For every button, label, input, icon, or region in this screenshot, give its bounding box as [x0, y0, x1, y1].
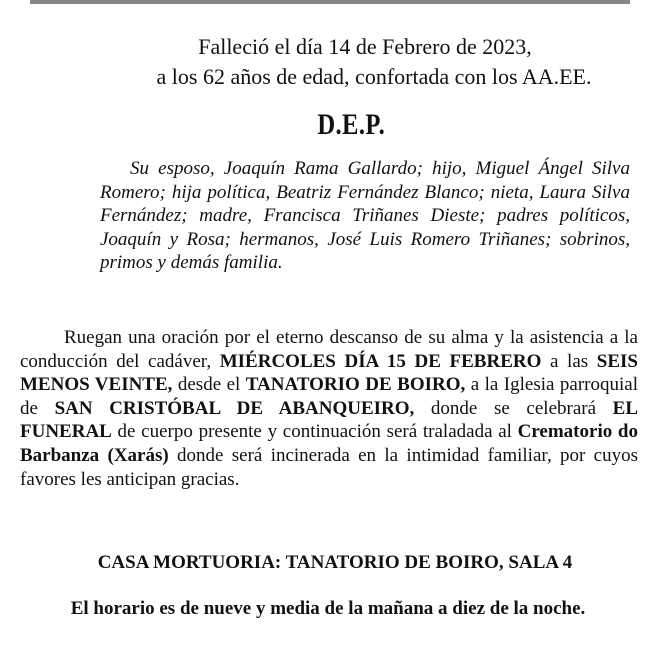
request-text-2: a las — [541, 350, 597, 372]
request-church: SAN CRISTÓBAL DE ABANQUEIRO, — [54, 397, 415, 419]
funeral-request-paragraph — [20, 326, 638, 491]
request-text-4: a la Iglesia parroquial de — [20, 374, 638, 419]
dep-heading: D.E.P. — [317, 108, 386, 141]
family-list: Su esposo, Joaquín Rama Gallardo; hijo, Miguel Ángel Silva Romero; hija política, Beatriz Fernández Blanco; nieta, Laura Silva Fernández; madre, Francisca Triñanes Dieste; padres políticos, Joaquín y Rosa; hermanos, José Luis Romero Triñanes; sobrinos, primos y demás familia. — [100, 158, 630, 274]
death-date-line: Falleció el día 14 de Febrero de 2023, — [198, 34, 532, 59]
request-origin: TANATORIO DE BOIRO, — [245, 374, 466, 396]
request-text-7: donde será incinerada en la intimidad familiar, por cuyos favores les anticipan gracias. — [20, 444, 638, 490]
casa-mortuoria: CASA MORTUORIA: TANATORIO DE BOIRO, SALA 4 — [97, 552, 573, 573]
age-line: a los 62 años de edad, confortada con los AA.EE. — [156, 64, 592, 89]
request-text-3: desde el — [172, 374, 246, 396]
request-time: SEIS MENOS VEINTE, — [20, 350, 638, 396]
top-divider — [30, 0, 630, 4]
request-text-1: Ruegan una oración por el eterno descanso de su alma y la asistencia a la conducción del cadáver, — [20, 327, 638, 372]
request-date: MIÉRCOLES DÍA 15 DE FEBRERO — [219, 350, 542, 372]
request-crematorium: Crematorio do Barbanza (Xarás) — [20, 421, 638, 466]
request-text-5: donde se celebrará — [414, 397, 613, 419]
death-announcement — [0, 32, 650, 92]
request-text-6: de cuerpo presente y continuación será traladada al — [111, 421, 518, 443]
visiting-hours: El horario es de nueve y media de la mañana a diez de la noche. — [70, 598, 586, 619]
request-ceremony: EL FUNERAL — [20, 397, 639, 443]
